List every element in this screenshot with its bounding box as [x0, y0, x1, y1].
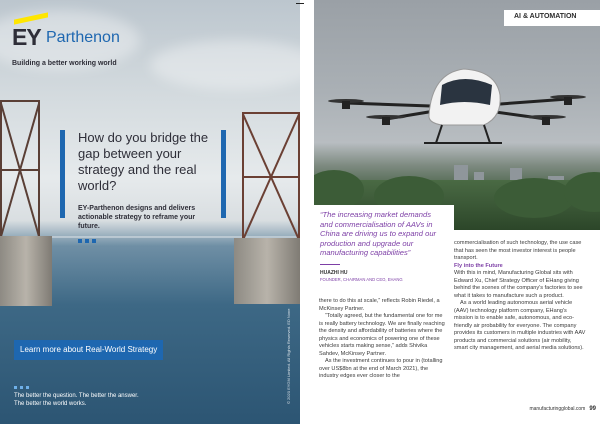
headline-bracket-right	[221, 130, 226, 218]
ehang-drone-icon	[324, 55, 594, 155]
section-label: AI & AUTOMATION	[514, 13, 577, 20]
article-page	[314, 0, 600, 424]
logo-parthenon-text: Parthenon	[46, 29, 120, 46]
page-footer	[529, 406, 596, 412]
pull-quote: “The increasing market demands and commercialisation of AAVs in China are driving us to expand our production and upgrade our manufacturing capabilities”	[320, 210, 437, 258]
article-subhead: Fly into the Future	[454, 262, 503, 269]
footer-site[interactable]: manufacturingglobal.com	[529, 406, 586, 412]
tree	[494, 178, 574, 218]
advert-body: EY-Parthenon designs and delivers actionable strategy to reframe your future.	[78, 205, 196, 230]
headline-bracket-left	[60, 130, 65, 218]
advert-headline: How do you bridge the gap between your strategy and the real world?	[78, 130, 209, 193]
advert-footer-line-1: The better the question. The better the answer.	[14, 393, 139, 399]
quote-divider	[320, 264, 340, 265]
gutter-mark	[296, 3, 304, 4]
quote-role: FOUNDER, CHAIRMAN AND CEO, EHANG	[320, 277, 403, 282]
page-number: 99	[589, 406, 596, 412]
article-paragraph: With this in mind, Manufacturing Global sits with Edward Xu, Chief Strategy Officer of EHang giving behind the scenes of the company's factories to see what it takes to manufacture such a product.	[454, 270, 583, 299]
article-column-left	[319, 298, 447, 381]
article-column-right	[454, 240, 586, 353]
advert-dots-icon	[78, 239, 218, 243]
article-paragraph: As the investment continues to pour in (totalling over US$8bn at the end of March 2021), the industry edges ever closer to the	[319, 358, 443, 379]
logo-ey-text: EY	[12, 24, 41, 50]
bridge-truss-lines	[0, 100, 40, 240]
learn-more-button[interactable]: Learn more about Real-World Strategy	[14, 340, 163, 360]
footer-dots-icon	[14, 386, 29, 389]
quote-name: HUAZHI HU	[320, 270, 348, 276]
advert-copyright: © 2020 EYGM Limited. All Rights Reserved. ED None	[286, 308, 291, 404]
advert-footer-line-2: The better the world works.	[14, 401, 87, 407]
page-gutter	[300, 0, 314, 424]
bridge-pier	[0, 236, 52, 306]
bridge-truss-lines	[242, 112, 300, 242]
advert-copy	[78, 130, 218, 243]
bridge-pier	[234, 238, 300, 304]
article-paragraph: As a world leading autonomous aerial vehicle (AAV) technology platform company, EHang's mission is to enable safe, autonomous, and eco-friendly air probability for everyone. The company provides its customers in multiple industries with AAV products and commercial solutions (air mobility, smart city management, and aerial media solutions).	[454, 300, 586, 351]
article-paragraph: “Totally agreed, but the fundamental one for me is really battery technology. We are finally reaching the density and affordability of batteries where the physics and economics of powering one of these vehicles starts making sense,” adds Shivika Sahdev, McKinsey Partner.	[319, 313, 445, 357]
brand-tagline: Building a better working world	[12, 60, 117, 67]
article-paragraph: there to do this at scale,” reflects Robin Riedel, a McKinsey Partner.	[319, 298, 440, 312]
article-paragraph: commercialisation of such technology, the use case that has seen the most investor interest is people transport.	[454, 240, 582, 261]
drone-photo	[314, 0, 600, 230]
sky-cloud	[150, 40, 300, 90]
